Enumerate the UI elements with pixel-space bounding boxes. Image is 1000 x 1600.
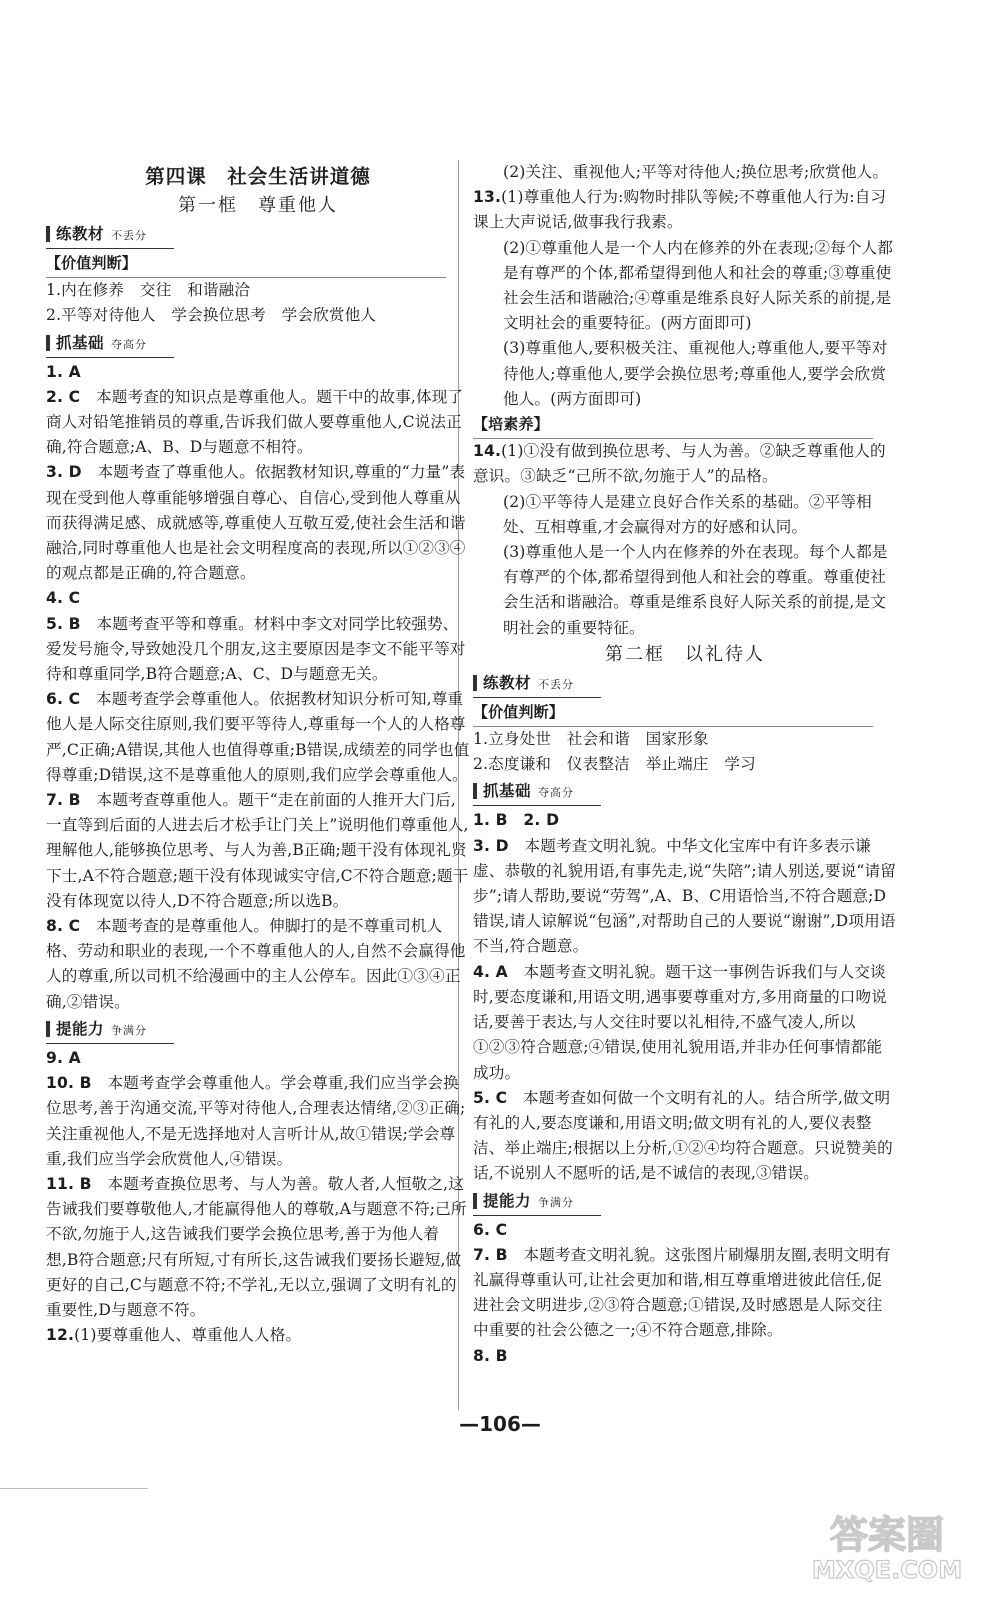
answer-item bbox=[46, 788, 470, 914]
answer-item bbox=[473, 1086, 897, 1187]
answer-text: 本题考查平等和尊重。材料中李文对同学比较强势、爱发号施令,导致她没几个朋友,这主要原因是李文不能平等对待和尊重同学,B符合题意;A、C、D与题意无关。 bbox=[46, 614, 466, 684]
question-number: 1. A bbox=[46, 362, 81, 381]
answer-text: 本题考查文明礼貌。中华文化宝库中有许多表示谦虚、恭敬的礼貌用语,有事先走,说“失陪”;请人别送,要说“请留步”;请人帮助,要说“劳驾”,A、B、C用语恰当,不符合题意;D错误,请人谅解说“包涵”,对帮助自己的人要说“谢谢”,D项用语不当,符合题意。 bbox=[473, 836, 896, 956]
answer-item bbox=[46, 1172, 470, 1323]
answer-text: 本题考查学会尊重他人。学会尊重,我们应当学会换位思考,善于沟通交流,平等对待他人,合理表达情绪,②③正确;关注重视他人,不是无选择地对人言听计从,故①错误;学会尊重,我们应当学会欣赏他人,④错误。 bbox=[46, 1074, 466, 1168]
answer-item bbox=[46, 1046, 470, 1071]
question-number: 8. C bbox=[46, 917, 81, 936]
answer-item bbox=[473, 808, 897, 833]
question-number: 8. B bbox=[473, 1346, 508, 1365]
section-tag: 争满分 bbox=[538, 1195, 575, 1209]
question-number: 6. C bbox=[46, 690, 81, 709]
question-number: 7. B bbox=[46, 791, 81, 810]
answer-line: 1.立身处世 社会和谐 国家形象 bbox=[473, 730, 709, 749]
section-name: 提能力 bbox=[483, 1191, 532, 1210]
answer-item bbox=[46, 385, 470, 461]
answer-text: (1)要尊重他人、尊重他人人格。 bbox=[74, 1326, 302, 1345]
frame-title-1: 第一框 尊重他人 bbox=[178, 195, 338, 216]
answer-item bbox=[473, 1218, 897, 1243]
answer-paragraph: (3)尊重他人,要积极关注、重视他人;尊重他人,要平等对待他人;尊重他人,要学会换位思考;尊重他人,要学会欣赏他人。(两方面即可) bbox=[503, 339, 888, 408]
footer-rule bbox=[0, 1488, 148, 1489]
answer-item bbox=[46, 460, 470, 586]
section-name: 抓基础 bbox=[483, 782, 532, 801]
answer-item bbox=[46, 914, 470, 1015]
answer-text: 本题考查文明礼貌。这张图片刷爆朋友圈,表明文明有礼赢得尊重认可,让社会更加和谐,相互尊重增进彼此信任,促进社会文明进步,②③符合题意;①错误,及时感恩是人际交往中重要的社会公德之一;④不符合题意,排除。 bbox=[473, 1245, 891, 1340]
question-number: 2. C bbox=[46, 387, 81, 406]
question-number: 11. B bbox=[46, 1174, 92, 1193]
question-number: 5. C bbox=[473, 1088, 508, 1107]
section-header-practice bbox=[46, 223, 470, 249]
watermark-bottom-text: MXQE.COM bbox=[811, 1556, 963, 1584]
question-number: 5. B bbox=[46, 614, 81, 633]
section-header-practice bbox=[473, 672, 897, 698]
answer-item bbox=[473, 439, 897, 489]
answer-item bbox=[46, 1071, 470, 1172]
subsection-header: 【培素养】 bbox=[473, 412, 897, 439]
answer-item bbox=[473, 960, 897, 1086]
answer-text: (1)①没有做到换位思考、与人为善。②缺乏尊重他人的意识。③缺乏“己所不欲,勿施于人”的品格。 bbox=[473, 442, 886, 486]
question-number: 1. B 2. D bbox=[473, 811, 560, 830]
section-header-ability bbox=[46, 1018, 470, 1044]
lesson-title: 第四课 社会生活讲道德 bbox=[145, 165, 371, 188]
answer-item bbox=[46, 612, 470, 688]
subsection-header: 【价值判断】 bbox=[473, 700, 897, 727]
section-tag: 夺高分 bbox=[538, 786, 575, 800]
answer-item bbox=[46, 360, 470, 385]
section-header-basics bbox=[473, 780, 897, 806]
question-number: 13. bbox=[473, 188, 502, 207]
question-number: 12. bbox=[46, 1326, 75, 1345]
section-header-basics bbox=[46, 332, 470, 358]
answer-text: (1)尊重他人行为:购物时排队等候;不尊重他人行为:自习课上大声说话,做事我行我素。 bbox=[473, 188, 887, 232]
question-number: 7. B bbox=[473, 1245, 508, 1264]
question-number: 3. D bbox=[46, 463, 82, 482]
answer-line: 1.内在修养 交往 和谐融洽 bbox=[46, 281, 251, 300]
question-number: 10. B bbox=[46, 1074, 92, 1093]
section-name: 练教材 bbox=[56, 225, 105, 243]
answer-text: 本题考查了尊重他人。依据教材知识,尊重的“力量”表现在受到他人尊重能够增强自尊心、自信心,受到他人尊重从而获得满足感、成就感等,尊重使人互敬互爱,使社会生活和谐融洽,同时尊重他人也是社会文明程度高的表现,所以①②③④的观点都是正确的,符合题意。 bbox=[46, 463, 466, 583]
answer-paragraph: (3)尊重他人是一个人内在修养的外在表现。每个人都是有尊严的个体,都希望得到他人和社会的尊重。尊重使社会生活和谐融洽。尊重是维系良好人际关系的前提,是文明社会的重要特征。 bbox=[503, 543, 888, 637]
question-number: 6. C bbox=[473, 1220, 508, 1239]
page-number: —106— bbox=[459, 1412, 541, 1436]
answer-paragraph: (2)关注、重视他人;平等对待他人;换位思考;欣赏他人。 bbox=[503, 163, 889, 181]
left-column bbox=[46, 162, 470, 1348]
answer-text: 本题考查尊重他人。题干“走在前面的人推开大门后,一直等到后面的人进去后才松手让门关上”说明他们尊重他人,理解他人,能够换位思考、与人为善,B正确;题干没有体现礼贤下士,A不符合题意;题干没有体现诚实守信,C不符合题意;题干没有体现宽以待人,D不符合题意;所以选B。 bbox=[46, 791, 469, 910]
section-tag: 夺高分 bbox=[111, 337, 148, 351]
answer-item bbox=[46, 586, 470, 611]
right-column bbox=[473, 160, 897, 1369]
answer-item bbox=[473, 1243, 897, 1344]
section-tag: 不丢分 bbox=[538, 677, 575, 691]
section-name: 练教材 bbox=[483, 673, 532, 692]
watermark-top-text: 答案圈 bbox=[829, 1513, 945, 1557]
answer-item bbox=[46, 687, 470, 788]
question-number: 9. A bbox=[46, 1048, 81, 1067]
answer-line: 2.态度谦和 仪表整洁 举止端庄 学习 bbox=[473, 755, 756, 774]
answer-text: 本题考查换位思考、与人为善。敬人者,人恒敬之,这告诫我们要尊敬他人,才能赢得他人的尊敬,A与题意不符;己所不欲,勿施于人,这告诫我们要学会换位思考,善于为他人着想,B符合题意;尺有所短,寸有所长,这告诫我们要扬长避短,做更好的自己,C与题意不符;不学礼,无以立,强调了文明有礼的重要性,D与题意不符。 bbox=[46, 1174, 467, 1319]
section-tag: 不丢分 bbox=[111, 229, 148, 242]
section-tag: 争满分 bbox=[111, 1023, 148, 1037]
subsection-header: 【价值判断】 bbox=[46, 251, 470, 278]
section-header-ability bbox=[473, 1190, 897, 1216]
question-number: 14. bbox=[473, 442, 502, 461]
answer-paragraph: (2)①尊重他人是一个人内在修养的外在表现;②每个人都是有尊严的个体,都希望得到他人和社会的尊重;③尊重使社会生活和谐融洽;④尊重是维系良好人际关系的前提,是文明社会的重要特征。(两方面即可) bbox=[503, 238, 894, 333]
answer-item bbox=[473, 1344, 897, 1369]
question-number: 3. D bbox=[473, 836, 509, 855]
answer-item bbox=[473, 185, 897, 235]
answer-paragraph: (2)①平等待人是建立良好合作关系的基础。②平等相处、互相尊重,才会赢得对方的好感和认同。 bbox=[503, 492, 872, 536]
question-number: 4. C bbox=[46, 589, 81, 608]
answer-text: 本题考查文明礼貌。题干这一事例告诉我们与人交谈时,要态度谦和,用语文明,遇事要尊重对方,多用商量的口吻说话,要善于表达,与人交往时要以礼相待,不盛气凌人,所以①②③符合题意;④错误,使用礼貌用语,并非办任何事情都能成功。 bbox=[473, 962, 888, 1082]
section-name: 提能力 bbox=[56, 1019, 105, 1038]
answer-text: 本题考查的是尊重他人。伸脚打的是不尊重司机人格、劳动和职业的表现,一个不尊重他人的人,自然不会赢得他人的尊重,所以司机不给漫画中的主人公停车。因此①③④正确,②错误。 bbox=[46, 917, 466, 1011]
section-name: 抓基础 bbox=[56, 333, 105, 352]
answer-text: 本题考查学会尊重他人。依据教材知识分析可知,尊重他人是人际交往原则,我们要平等待人,尊重每一个人的人格尊严,C正确;A错误,其他人也值得尊重;B错误,成绩差的同学也值得尊重;D错误,这不是尊重他人的原则,我们应学会尊重他人。 bbox=[46, 690, 470, 784]
watermark-logo bbox=[802, 1506, 972, 1584]
answer-line: 2.平等对待他人 学会换位思考 学会欣赏他人 bbox=[46, 306, 377, 325]
answer-text: 本题考查的知识点是尊重他人。题干中的故事,体现了商人对铅笔推销员的尊重,告诉我们做人要尊重他人,C说法正确,符合题意;A、B、D与题意不相符。 bbox=[46, 387, 464, 457]
question-number: 4. A bbox=[473, 962, 508, 981]
answer-text: 本题考查如何做一个文明有礼的人。结合所学,做文明有礼的人,要态度谦和,用语文明;做文明有礼的人,要仪表整洁、举止端庄;根据以上分析,①②④均符合题意。只说赞美的话,不说别人不愿听的话,是不诚信的表现,③错误。 bbox=[473, 1088, 893, 1183]
frame-title-2: 第二框 以礼待人 bbox=[605, 643, 765, 665]
answer-item bbox=[46, 1323, 470, 1348]
answer-item bbox=[473, 834, 897, 960]
